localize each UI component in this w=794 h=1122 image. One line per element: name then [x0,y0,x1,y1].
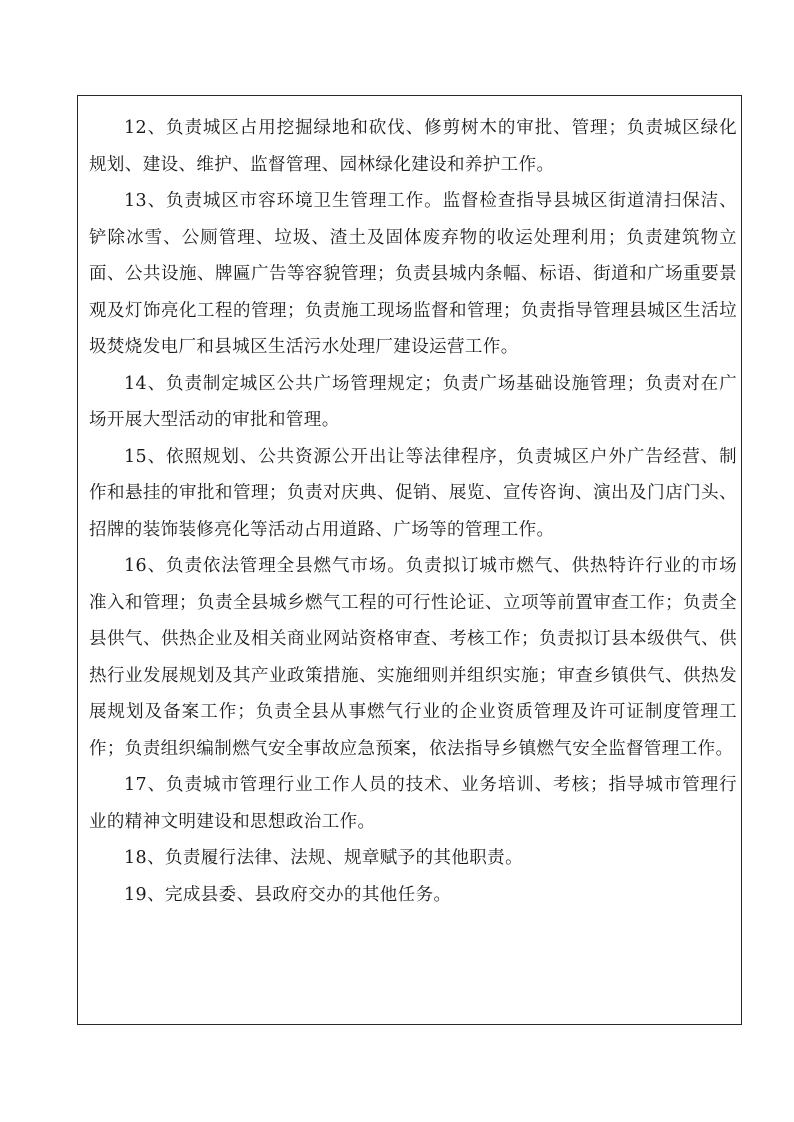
duty-item-13: 13、负责城区市容环境卫生管理工作。监督检查指导县城区街道清扫保洁、铲除冰雪、公厕管理、垃圾、渣土及固体废弃物的收运处理利用；负责建筑物立面、公共设施、牌匾广告等容貌管理；负责县城内条幅、标语、街道和广场重要景观及灯饰亮化工程的管理；负责施工现场监督和管理；负责指导管理县城区生活垃圾焚烧发电厂和县城区生活污水处理厂建设运营工作。 [89,191,737,357]
duty-item-18: 18、负责履行法律、法规、规章赋予的其他职责。 [124,848,523,868]
duty-item-15: 15、依照规划、公共资源公开出让等法律程序，负责城区户外广告经营、制作和悬挂的审批和管理；负责对庆典、促销、展览、宣传咨询、演出及门店门头、招牌的装饰装修亮化等活动占用道路、广场等的管理工作。 [89,446,737,540]
duty-item-17: 17、负责城市管理行业工作人员的技术、业务培训、考核；指导城市管理行业的精神文明建设和思想政治工作。 [89,775,737,832]
duty-item-16: 16、负责依法管理全县燃气市场。负责拟订城市燃气、供热特许行业的市场准入和管理；负责全县城乡燃气工程的可行性论证、立项等前置审查工作；负责全县供气、供热企业及相关商业网站资格审查、考核工作；负责拟订县本级供气、供热行业发展规划及其产业政策措施、实施细则并组织实施；审查乡镇供气、供热发展规划及备案工作；负责全县从事燃气行业的企业资质管理及许可证制度管理工作；负责组织编制燃气安全事故应急预案，依法指导乡镇燃气安全监督管理工作。 [89,556,737,759]
duty-item-14: 14、负责制定城区公共广场管理规定；负责广场基础设施管理；负责对在广场开展大型活动的审批和管理。 [89,373,737,430]
duty-item-19: 19、完成县委、县政府交办的其他任务。 [124,884,452,905]
document-body [89,110,737,913]
duty-item-12: 12、负责城区占用挖掘绿地和砍伐、修剪树木的审批、管理；负责城区绿化规划、建设、维护、监督管理、园林绿化建设和养护工作。 [89,118,737,175]
